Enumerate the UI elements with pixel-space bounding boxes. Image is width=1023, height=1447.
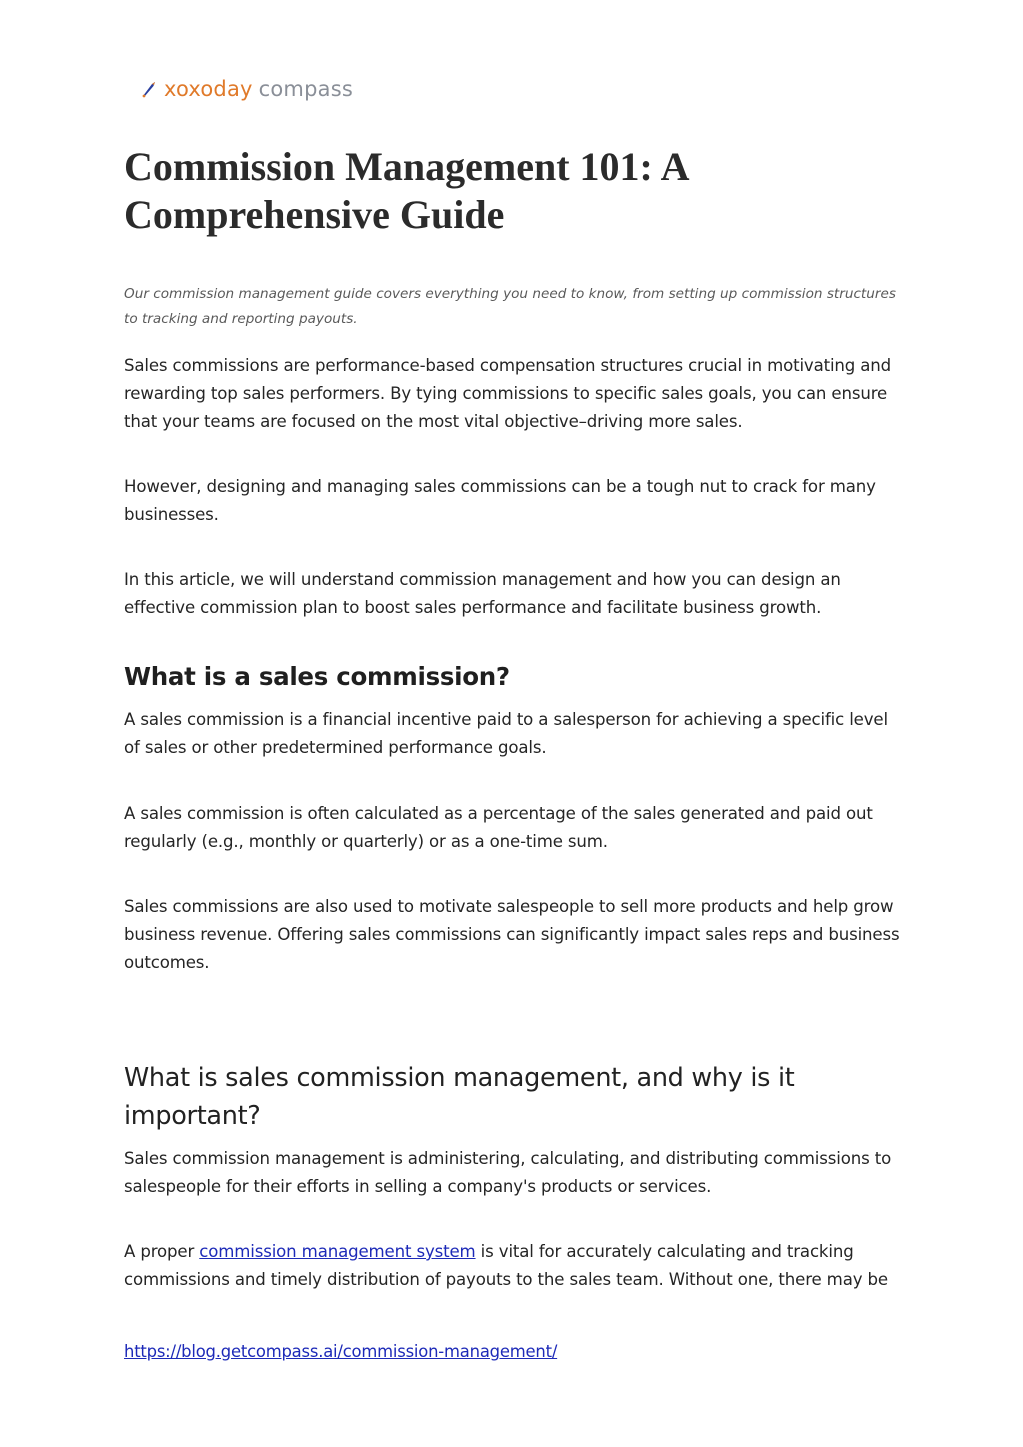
section-heading-sales-commission: What is a sales commission? bbox=[124, 662, 510, 691]
section2-paragraph-2 bbox=[124, 1238, 904, 1294]
commission-management-system-link[interactable]: commission management system bbox=[199, 1242, 476, 1261]
footer-url-link[interactable]: https://blog.getcompass.ai/commission-management/ bbox=[124, 1342, 558, 1361]
quill-icon bbox=[140, 79, 158, 99]
intro-paragraph-1: Sales commissions are performance-based compensation structures crucial in motivating and rewarding top sales performers. By tying commissions to specific sales goals, you can ensure that your teams are focused on the most vital objective–driving more sales. bbox=[124, 356, 892, 431]
section1-paragraph-2: A sales commission is often calculated as a percentage of the sales generated and paid out regularly (e.g., monthly or quarterly) or as a one-time sum. bbox=[124, 804, 873, 851]
section-heading-commission-management: What is sales commission management, and why is it important? bbox=[124, 1063, 795, 1131]
brand-logo[interactable] bbox=[140, 74, 353, 104]
brand-wordmark bbox=[164, 74, 353, 104]
section2-paragraph-2-end: is vital for accurately calculating and tracking commissions and timely distribution of payouts to the sales team. Without one, there may be bbox=[124, 1242, 888, 1289]
section2-paragraph-2-start: A proper bbox=[124, 1242, 200, 1261]
intro-paragraph-2: However, designing and managing sales commissions can be a tough nut to crack for many businesses. bbox=[124, 477, 876, 524]
article-subtitle: Our commission management guide covers everything you need to know, from setting up commission structures to tracking and reporting payouts. bbox=[124, 286, 896, 327]
section1-paragraph-1: A sales commission is a financial incentive paid to a salesperson for achieving a specific level of sales or other predetermined performance goals. bbox=[124, 710, 888, 757]
brand-name-compass: compass bbox=[258, 77, 353, 101]
article-title: Commission Management 101: A Comprehensive Guide bbox=[124, 144, 688, 237]
section2-paragraph-1: Sales commission management is administering, calculating, and distributing commissions to salespeople for their efforts in selling a company's products or services. bbox=[124, 1149, 892, 1196]
intro-paragraph-3: In this article, we will understand commission management and how you can design an effective commission plan to boost sales performance and facilitate business growth. bbox=[124, 570, 841, 617]
footer-source bbox=[124, 1338, 557, 1366]
brand-name-xoxoday: xoxoday bbox=[164, 77, 253, 101]
section1-paragraph-3: Sales commissions are also used to motivate salespeople to sell more products and help grow business revenue. Offering sales commissions can significantly impact sales reps and business outcomes. bbox=[124, 897, 900, 972]
